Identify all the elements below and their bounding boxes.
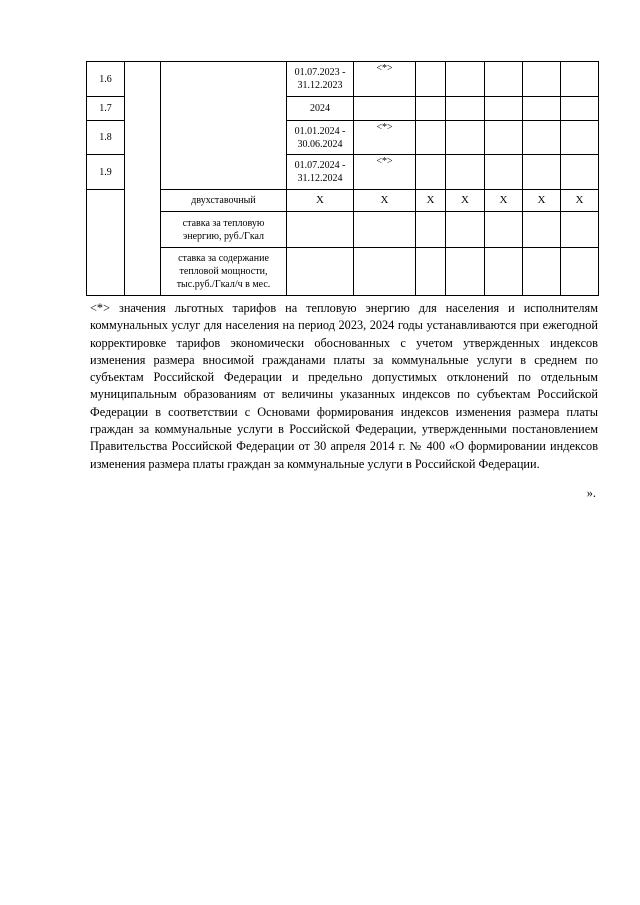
blank-cell bbox=[125, 62, 161, 296]
table-row bbox=[87, 62, 599, 97]
footnote-text: <*> значения льготных тарифов на тепловую энергию для населения и исполнителям коммунальных услуг для населения на период 2023, 2024 годы устанавливаются при ежегодной корректировке тарифов экономически обоснованных с учетом утвержденных индексов изменения размера вносимой гражданами платы за коммунальные услуги в среднем по субъектам Российской Федерации и предельно допустимых отклонений по отдельным муниципальным образованиям от величины указанных индексов по субъектам Российской Федерации в соответствии с Основами формирования индексов изменения размера платы граждан за коммунальные услуги в Российской Федерации, утвержденными постановлением Правительства Российской Федерации от 30 апреля 2014 г. № 400 «О формировании индексов изменения размера платы граждан за коммунальные услуги в Российской Федерации. bbox=[90, 301, 598, 471]
table-row bbox=[87, 212, 599, 248]
x-mark: X bbox=[354, 190, 416, 212]
period-cell: 01.07.2024 - 31.12.2024 bbox=[287, 155, 354, 190]
x-mark: X bbox=[446, 190, 485, 212]
capacity-rate-label: ставка за содержание тепловой мощности, тыс.руб./Гкал/ч в мес. bbox=[161, 248, 287, 296]
row-number: 1.8 bbox=[87, 121, 125, 155]
row-number: 1.6 bbox=[87, 62, 125, 97]
row-number: 1.7 bbox=[87, 97, 125, 121]
x-mark: X bbox=[416, 190, 446, 212]
blank-cell bbox=[87, 190, 125, 296]
period-cell: 01.07.2023 - 31.12.2023 bbox=[287, 62, 354, 97]
table-row bbox=[87, 248, 599, 296]
heat-rate-label: ставка за тепловую энергию, руб./Гкал bbox=[161, 212, 287, 248]
x-mark: X bbox=[287, 190, 354, 212]
tariff-table bbox=[86, 61, 599, 296]
two-part-tariff-label: двухставочный bbox=[161, 190, 287, 212]
x-mark: X bbox=[561, 190, 599, 212]
x-mark: X bbox=[485, 190, 523, 212]
row-number: 1.9 bbox=[87, 155, 125, 190]
x-mark: X bbox=[523, 190, 561, 212]
period-cell: 01.01.2024 - 30.06.2024 bbox=[287, 121, 354, 155]
tariff-value-cell: <*> bbox=[354, 62, 416, 97]
table-row bbox=[87, 190, 599, 212]
tariff-value-cell: <*> bbox=[354, 155, 416, 190]
tariff-value-cell bbox=[354, 97, 416, 121]
closing-quote-mark: ». bbox=[586, 486, 596, 500]
blank-cell bbox=[161, 62, 287, 190]
tariff-value-cell: <*> bbox=[354, 121, 416, 155]
period-cell: 2024 bbox=[287, 97, 354, 121]
